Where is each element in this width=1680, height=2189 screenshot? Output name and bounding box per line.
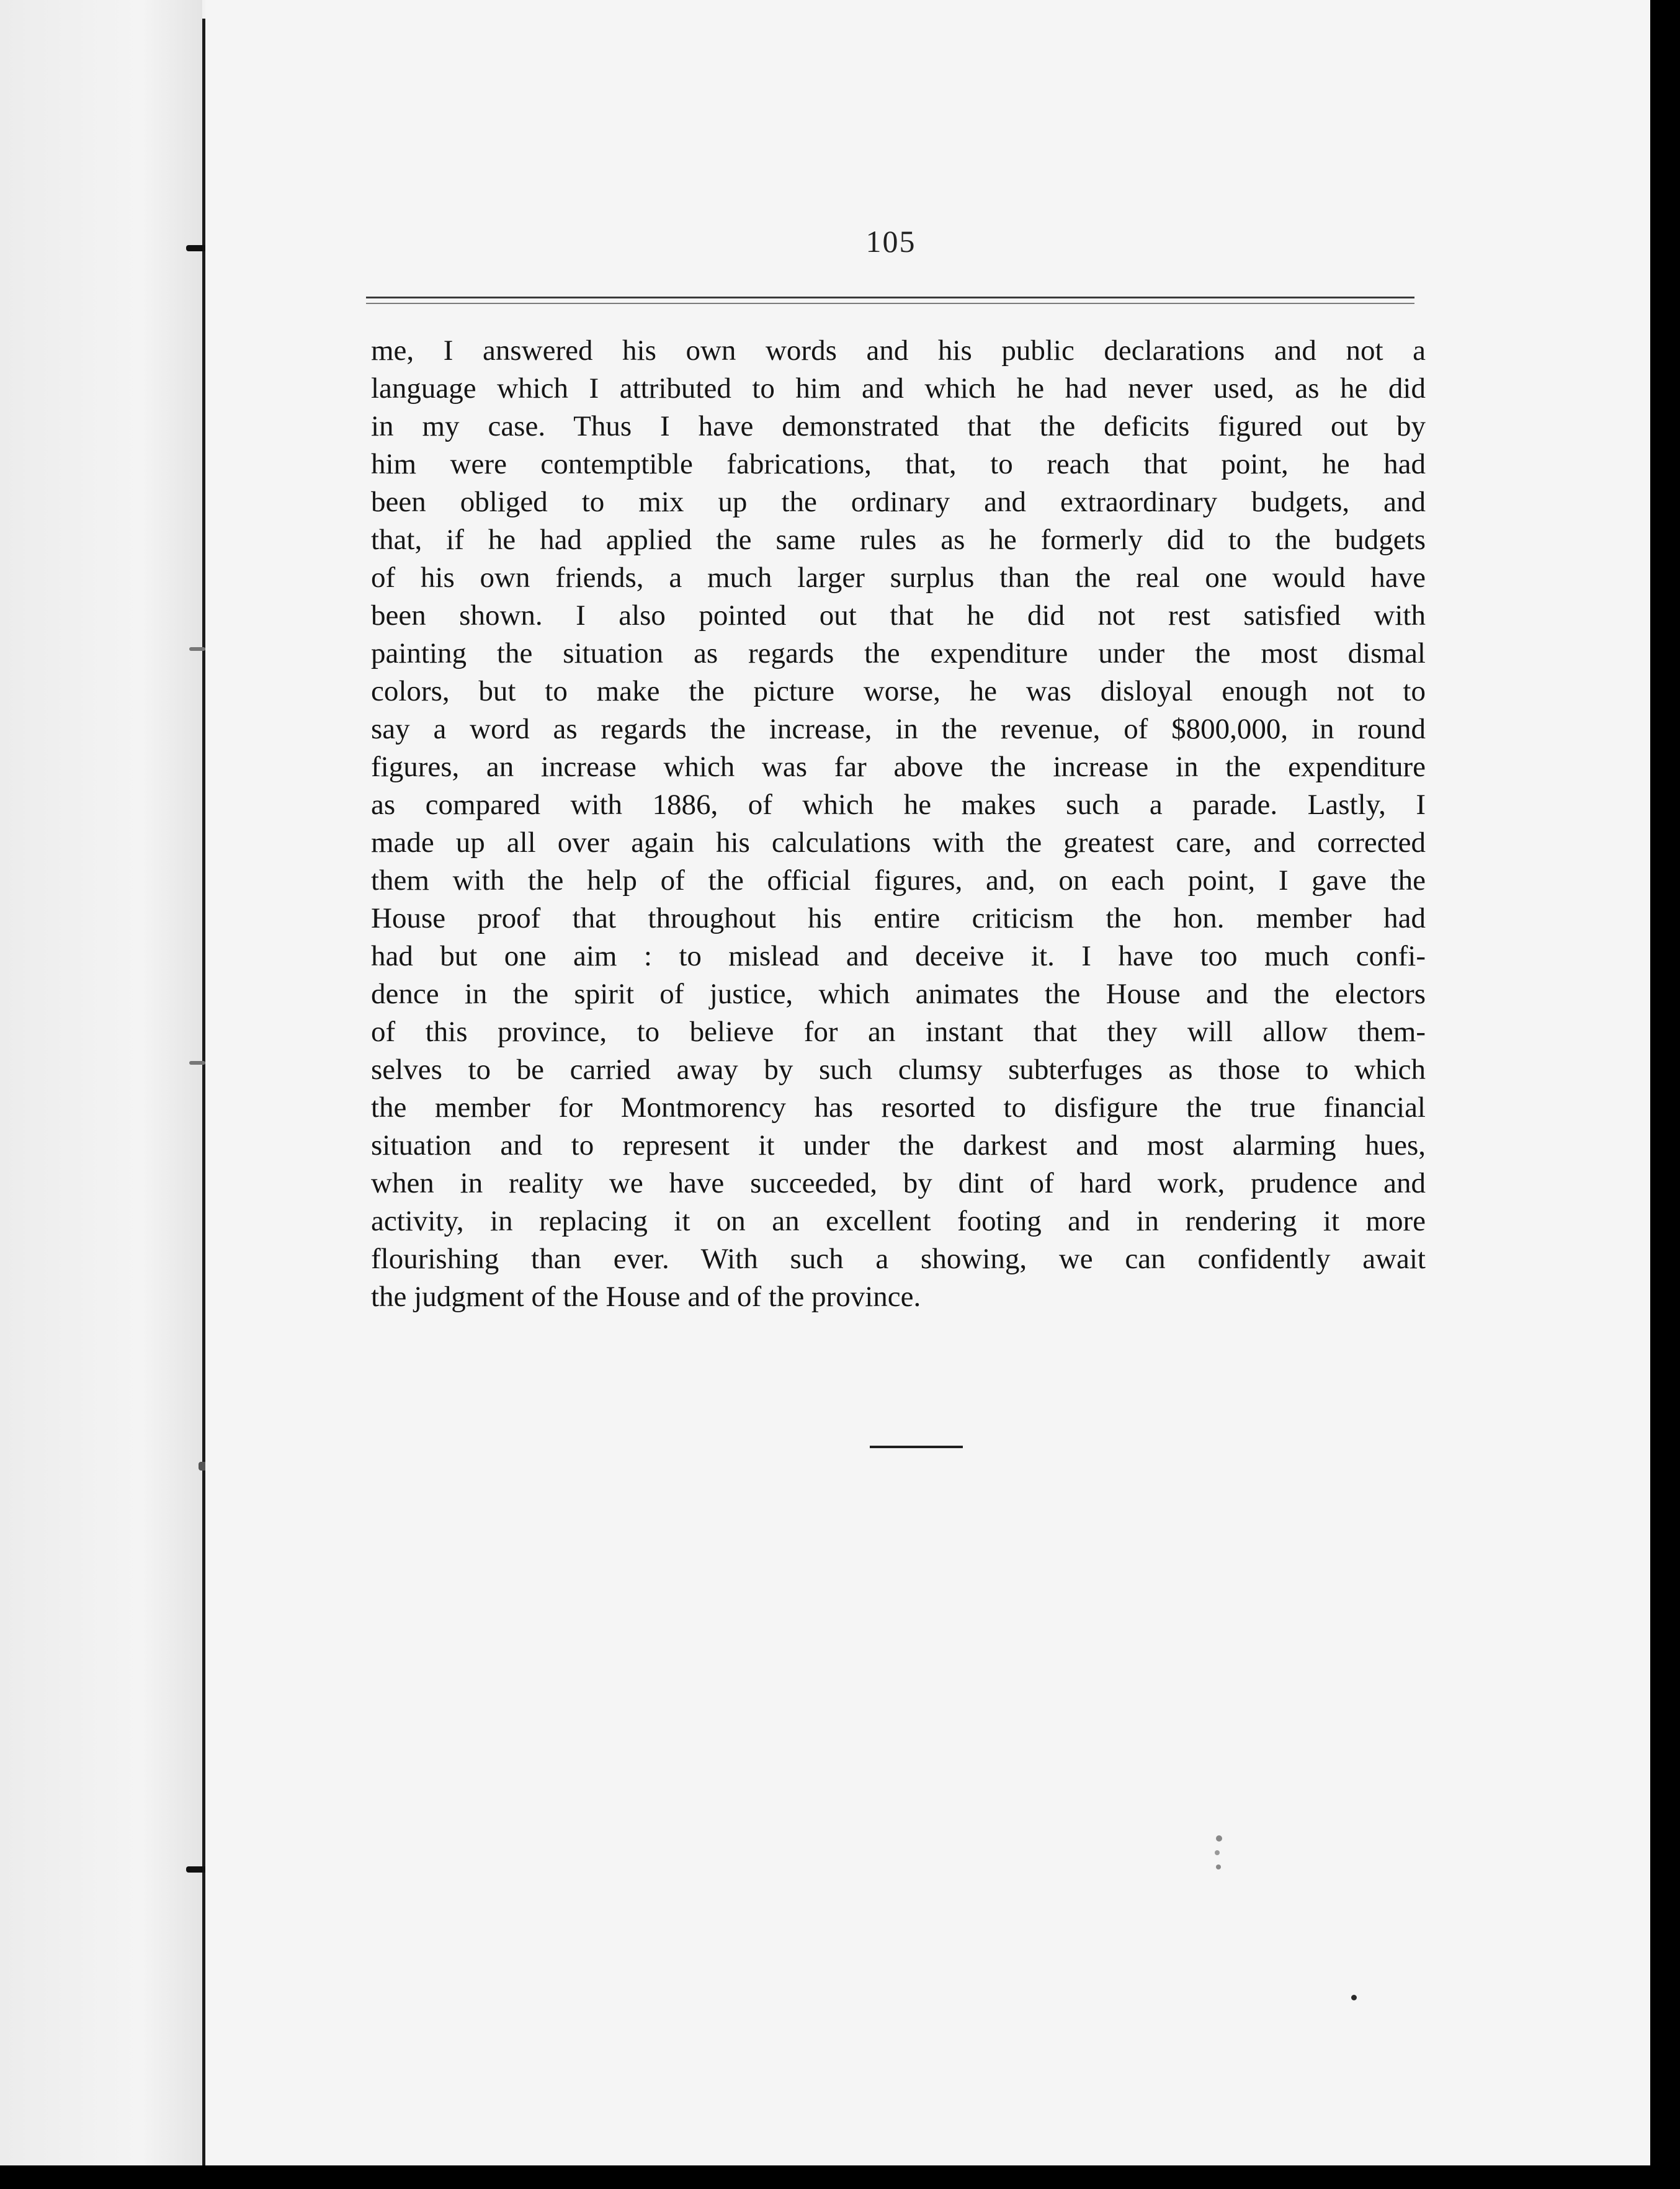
text-line: flourishing than ever. With such a showing, we can confidently await: [371, 1243, 1426, 1275]
scan-border-bottom: [0, 2165, 1680, 2189]
text-line: of his own friends, a much larger surplus than the real one would have: [371, 562, 1426, 594]
body-text: [371, 332, 1426, 1316]
text-line: figures, an increase which was far above the increase in the expenditure: [371, 751, 1426, 783]
scan-border-right: [1650, 0, 1680, 2189]
text-line: painting the situation as regards the expenditure under the most dismal: [371, 637, 1426, 669]
left-page-leaf: [0, 0, 202, 2165]
text-line: me, I answered his own words and his public declarations and not a: [371, 334, 1426, 367]
text-line: dence in the spirit of justice, which animates the House and the electors: [371, 978, 1426, 1010]
text-line: House proof that throughout his entire criticism the hon. member had: [371, 902, 1426, 934]
text-line: of this province, to believe for an instant that they will allow them-: [371, 1016, 1426, 1048]
ink-speck: [1216, 1835, 1222, 1842]
text-line: the member for Montmorency has resorted to disfigure the true financial: [371, 1091, 1426, 1124]
text-line: that, if he had applied the same rules as he formerly did to the budgets: [371, 524, 1426, 556]
text-line: him were contemptible fabrications, that, to reach that point, he had: [371, 448, 1426, 480]
header-rule: [366, 297, 1414, 298]
text-line: situation and to represent it under the darkest and most alarming hues,: [371, 1129, 1426, 1162]
text-line: in my case. Thus I have demonstrated that the deficits figured out by: [371, 410, 1426, 442]
header-rule-secondary: [366, 303, 1414, 304]
text-line: when in reality we have succeeded, by dint of hard work, prudence and: [371, 1167, 1426, 1199]
text-line: had but one aim : to mislead and deceive it. I have too much confi-: [371, 940, 1426, 972]
text-line: been shown. I also pointed out that he did not rest satisfied with: [371, 599, 1426, 632]
text-line: them with the help of the official figures, and, on each point, I gave the: [371, 864, 1426, 897]
section-end-rule: [870, 1446, 963, 1448]
text-line: colors, but to make the picture worse, he was disloyal enough not to: [371, 675, 1426, 707]
text-line: say a word as regards the increase, in the revenue, of $800,000, in round: [371, 713, 1426, 745]
text-line: selves to be carried away by such clumsy subterfuges as those to which: [371, 1054, 1426, 1086]
binding-mark: [189, 1061, 205, 1065]
ink-speck: [1351, 1995, 1357, 2000]
page-number: 105: [865, 224, 916, 259]
text-line: as compared with 1886, of which he makes such a parade. Lastly, I: [371, 789, 1426, 821]
ink-speck: [1216, 1864, 1221, 1869]
text-line: been obliged to mix up the ordinary and extraordinary budgets, and: [371, 486, 1426, 518]
text-line: made up all over again his calculations with the greatest care, and corrected: [371, 826, 1426, 859]
ink-speck: [1215, 1850, 1220, 1855]
text-line-final: the judgment of the House and of the province.: [371, 1281, 921, 1313]
text-line: language which I attributed to him and which he had never used, as he did: [371, 372, 1426, 405]
text-line: activity, in replacing it on an excellent footing and in rendering it more: [371, 1205, 1426, 1237]
binding-mark: [189, 647, 205, 651]
